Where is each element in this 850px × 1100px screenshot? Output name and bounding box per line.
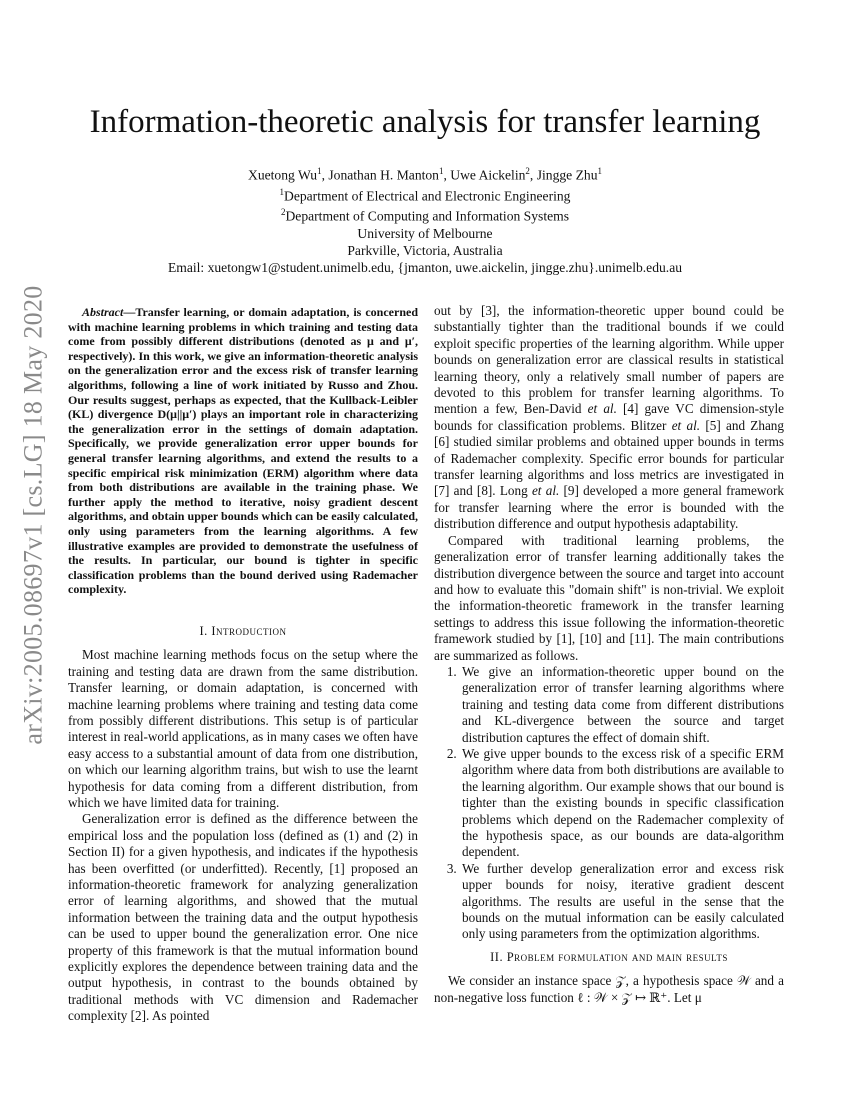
author-name: , Jonathan H. Manton bbox=[321, 167, 439, 183]
section-heading-introduction: I. Introduction bbox=[199, 623, 287, 638]
section2-paragraph: We consider an instance space 𝒵, a hypothesis space 𝒲 and a non-negative loss function ℓ : 𝒲 × 𝒵 ↦ ℝ⁺. Let μ bbox=[434, 973, 784, 1005]
university: University of Melbourne bbox=[357, 225, 493, 241]
intro-paragraph-continued: out by [3], the information-theoretic upper bound could be substantially tighter than the traditional bounds if we could exploit specific properties of the learning algorithm. While upper bounds on generalization error are classical results in statistical learning theory, only a relatively small number of papers are devoted to this problem for transfer learning algorithms. To mention a few, Ben-David et al. [4] gave VC dimension-style bounds for classification problems. Blitzer et al. [5] and Zhang [6] studied similar problems and obtained upper bounds in terms of Rademacher complexity. Specific error bounds for particular transfer learning algorithms and loss metrics are investigated in [7] and [8]. Long et al. [9] developed a more general framework for transfer learning where the error is bounded with the distribution difference and output hypothesis adaptability. bbox=[434, 303, 784, 532]
intro-paragraph: Most machine learning methods focus on the setup where the training and testing data are drawn from the same distribution. Transfer learning, or domain adaptation, is concerned with machine learning problems where training and testing data come from possibly different distributions. This setup is of particular interest in real-world applications, as in many cases we often have easy access to a substantial amount of data from one distribution, on which our learning algorithm trains, but wish to use the learnt hypothesis for data coming from a different distribution, from which we have limited data for training. bbox=[68, 647, 418, 810]
author-affil-sup: 1 bbox=[597, 166, 602, 176]
email-line: Email: xuetongw1@student.unimelb.edu, {jmanton, uwe.aickelin, jingge.zhu}.unimelb.edu.au bbox=[167, 259, 683, 275]
left-column bbox=[68, 305, 418, 1025]
author-list bbox=[0, 163, 850, 184]
intro-paragraph: Compared with traditional learning problems, the generalization error of transfer learning additionally takes the distribution divergence between the source and target into account and how to evaluate this "domain shift" is non-trivial. We exploit the information-theoretic framework in the transfer learning settings to address this issue following the information-theoretic framework studied by [1], [10] and [11]. The main contributions are summarized as follows. bbox=[434, 532, 784, 663]
contribution-item: 3. We further develop generalization error and excess risk upper bounds for noisy, iterative gradient descent algorithms. The results are useful in the sense that the bounds on the mutual information can be easily calculated only using parameters from the optimization algorithms. bbox=[460, 861, 784, 943]
right-column bbox=[434, 303, 784, 1006]
author-name: Xuetong Wu bbox=[248, 167, 318, 183]
author-name: , Jingge Zhu bbox=[529, 167, 598, 183]
paper-title: Information-theoretic analysis for transfer learning bbox=[89, 104, 761, 140]
affiliation-2: $^2$Department of Computing and Information Systems bbox=[280, 207, 570, 224]
contribution-list bbox=[434, 664, 784, 943]
abstract-text: —Transfer learning, or domain adaptation, is concerned with machine learning problems in which training and testing data come from possibly different distributions (denoted as μ and μ′, respectively). In this work, we give an information-theoretic analysis on the generalization error and the excess risk of transfer learning algorithms, following a line of work initiated by Russo and Zhou. Our results suggest, perhaps as expected, that the Kullback-Leibler (KL) divergence D(μ||μ′) plays an important role in characterizing the generalization error in the settings of domain adaptation. Specifically, we provide generalization error upper bounds for general transfer learning algorithms, and extend the results to a specific empirical risk minimization (ERM) algorithm where data from both distributions are available in the training phase. We further apply the method to iterative, noisy gradient descent algorithms, and obtain upper bounds which can be easily calculated, only using parameters from the learning algorithms. A few illustrative examples are provided to demonstrate the usefulness of the results. In particular, our bound is tighter in specific classification problems than the bound derived using Rademacher complexity. bbox=[68, 305, 418, 597]
abstract-label: Abstract bbox=[82, 305, 124, 319]
author-affil-sup: 2 bbox=[525, 166, 530, 176]
affiliation-1: $^1$Department of Electrical and Electronic Engineering bbox=[279, 186, 571, 204]
arxiv-identifier: arXiv:2005.08697v1 [cs.LG] 18 May 2020 bbox=[19, 285, 48, 745]
location: Parkville, Victoria, Australia bbox=[347, 242, 503, 258]
intro-paragraph: Generalization error is defined as the difference between the empirical loss and the population loss (defined as (1) and (2) in Section II) for a given hypothesis, and indicates if the hypothesis has been overfitted (or underfitted). Recently, [1] proposed an information-theoretic framework for analyzing generalization error of learning algorithms, and showed that the mutual information between the training data and the output hypothesis can be used to upper bound the generalization error. One nice property of this framework is that the mutual information bound explicitly explores the dependence between training data and the output hypothesis, in contrast to the bounds obtained by traditional methods with VC dimension and Rademacher complexity [2]. As pointed bbox=[68, 811, 418, 1024]
arxiv-side-stamp bbox=[8, 285, 60, 745]
author-block bbox=[0, 163, 850, 276]
author-affil-sup: 1 bbox=[438, 166, 444, 176]
abstract bbox=[68, 305, 418, 597]
author-name: , Uwe Aickelin bbox=[443, 167, 526, 183]
author-affil-sup: 1 bbox=[317, 166, 322, 176]
contribution-item: 2. We give upper bounds to the excess risk of a specific ERM algorithm where data from both distributions are available to the learning algorithm. Our example shows that our bound is tighter than the existing bounds in specific classification problems which depend on the Rademacher complexity of the hypothesis space, as our bounds are data-algorithm dependent. bbox=[460, 746, 784, 861]
section-heading-problem-formulation: II. Problem formulation and main results bbox=[490, 949, 728, 964]
contribution-item: 1. We give an information-theoretic upper bound on the generalization error of transfer learning algorithms where training and testing data come from different distributions and KL-divergence between the source and target distribution captures the effect of domain shift. bbox=[460, 664, 784, 746]
